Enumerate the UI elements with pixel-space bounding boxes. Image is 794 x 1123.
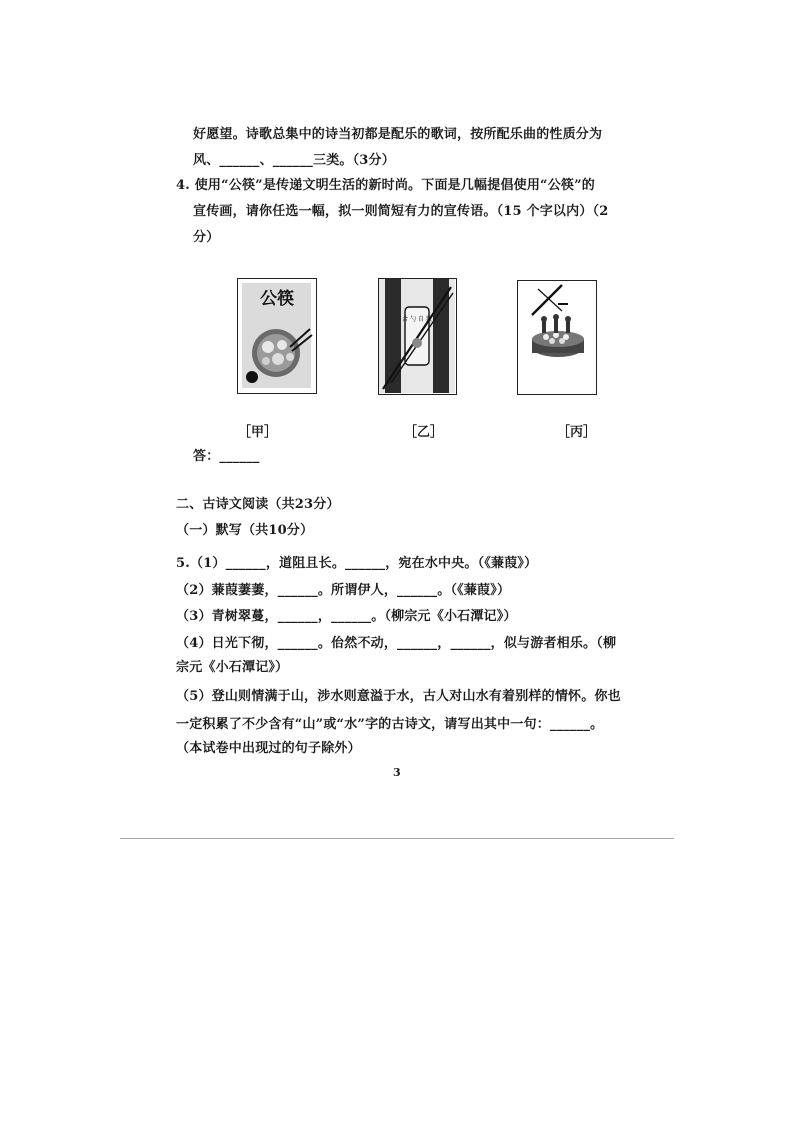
q4-line-3: 分） xyxy=(193,230,220,245)
q5-item-4b: 宗元《小石潭记》） xyxy=(176,660,289,675)
section2-sub1: （一）默写（共10分） xyxy=(176,523,314,538)
q3-line-1: 好愿望。诗歌总集中的诗当初都是配乐的歌词，按所配乐曲的性质分为 xyxy=(193,127,603,142)
page-divider xyxy=(120,838,674,839)
poster-yi-slogan: 合 勺 自 叛 xyxy=(402,316,432,323)
q4-line-1: 4. 使用“公筷”是传递文明生活的新时尚。下面是几幅提倡使用“公筷”的 xyxy=(176,178,596,193)
q5-item-4a: （4）日光下彻，______。佁然不动，______，______，似与游者相乐。（柳 xyxy=(176,636,617,651)
poster-jia-illustration xyxy=(238,279,315,392)
q3-line-2: 风、______、______三类。（3分） xyxy=(193,153,395,168)
poster-jia xyxy=(237,278,317,394)
q5-item-5b: 一定积累了不少含有“山”或“水”字的古诗文，请写出其中一句：______。 xyxy=(176,717,604,732)
caption-jia: ［甲］ xyxy=(238,425,278,440)
q5-item-5a: （5）登山则情满于山，涉水则意溢于水，古人对山水有着别样的情怀。你也 xyxy=(176,689,621,704)
q5-item-1: 5.（1）______，道阻且长。______，宛在水中央。（《蒹葭》） xyxy=(176,556,538,571)
q5-item-5c: （本试卷中出现过的句子除外） xyxy=(176,741,361,756)
caption-yi: ［乙］ xyxy=(404,425,444,440)
caption-bing: ［丙］ xyxy=(557,425,597,440)
q4-line-2: 宣传画，请你任选一幅，拟一则简短有力的宣传语。（15 个字以内）（2 xyxy=(193,204,609,219)
q4-answer-label: 答：______ xyxy=(193,449,260,464)
poster-bing xyxy=(517,280,597,395)
q5-item-2: （2）蒹葭萋萋，______。所谓伊人，______。（《蒹葭》） xyxy=(176,583,511,598)
poster-yi xyxy=(378,278,457,395)
poster-jia-title: 公筷 xyxy=(260,289,294,309)
poster-bing-illustration xyxy=(518,281,595,393)
page-number: 3 xyxy=(393,766,401,779)
section2-title: 二、古诗文阅读（共23分） xyxy=(176,497,340,512)
poster-yi-illustration xyxy=(379,279,455,393)
q5-item-3: （3）青树翠蔓，______，______。（柳宗元《小石潭记》） xyxy=(176,609,517,624)
